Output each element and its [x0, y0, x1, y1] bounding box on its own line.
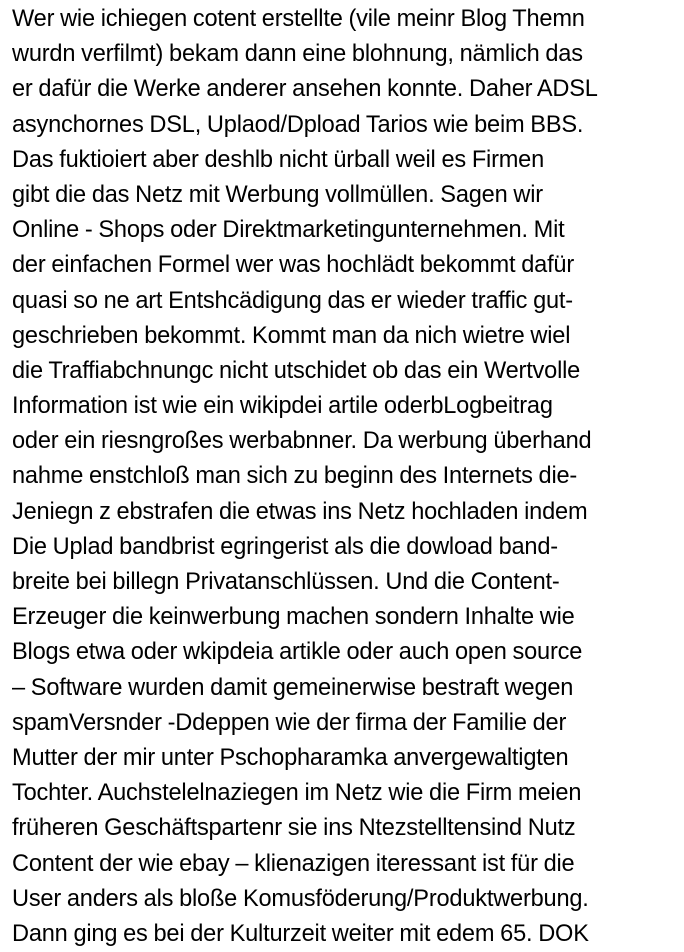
text-line: quasi so ne art Entshcädigung das er wieder traffic gut- — [12, 287, 573, 314]
text-line: breite bei billegn Privatanschlüssen. Und die Content- — [12, 569, 560, 595]
text-line: Online - Shops oder Direktmarketingunternehmen. Mit — [12, 217, 565, 244]
text-line: Das fuktioiert aber deshlb nicht ürball weil es Firmen — [12, 146, 545, 173]
text-line: spamVersnder -Ddeppen wie der firma der Familie der — [12, 709, 567, 736]
text-line: Content der wie ebay – klienazigen iteressant ist für die — [12, 850, 575, 877]
body-text — [12, 2, 680, 952]
text-line: geschrieben bekommt. Kommt man da nich wietre wiel — [12, 322, 571, 349]
text-line: der einfachen Formel wer was hochlädt bekommt dafür — [12, 252, 574, 279]
text-line: Mutter der mir unter Pschopharamka anvergewaltigten — [12, 744, 569, 771]
text-line: Dann ging es bei der Kulturzeit weiter mit edem 65. DOK — [12, 920, 589, 947]
text-line: gibt die das Netz mit Werbung vollmüllen. Sagen wir — [12, 181, 543, 208]
text-line: Jeniegn z ebstrafen die etwas ins Netz hochladen indem — [12, 498, 588, 525]
text-line: asynchornes DSL, Uplaod/Dpload Tarios wie beim BBS. — [12, 111, 584, 138]
text-line: Erzeuger die keinwerbung machen sondern Inhalte wie — [12, 604, 575, 631]
text-line: die Traffiabchnungc nicht utschidet ob das ein Wertvolle — [12, 357, 581, 384]
text-line: Information ist wie ein wikipdei artile oderbLogbeitrag — [12, 393, 553, 420]
text-line: Blogs etwa oder wkipdeia artikle oder auch open source — [12, 639, 583, 666]
text-line: Wer wie ichiegen cotent erstellte (vile meinr Blog Themn — [12, 6, 585, 32]
text-line: Die Uplad bandbrist egringerist als die dowload band- — [12, 533, 558, 560]
text-line: Tochter. Auchstelelnaziegen im Netz wie die Firm meien — [12, 780, 582, 807]
text-line: User anders als bloße Komusföderung/Produktwerbung. — [12, 885, 589, 912]
text-line: wurdn verfilmt) bekam dann eine blohnung, nämlich das — [12, 41, 583, 68]
text-line: nahme enstchloß man sich zu beginn des Internets die- — [12, 463, 578, 490]
text-line: er dafür die Werke anderer ansehen konnte. Daher ADSL — [12, 76, 598, 103]
text-line: früheren Geschäftspartenr sie ins Ntezstelltensind Nutz — [12, 815, 576, 842]
text-line: – Software wurden damit gemeinerwise bestraft wegen — [12, 674, 574, 701]
text-line: oder ein riesngroßes werbabnner. Da werbung überhand — [12, 428, 592, 455]
